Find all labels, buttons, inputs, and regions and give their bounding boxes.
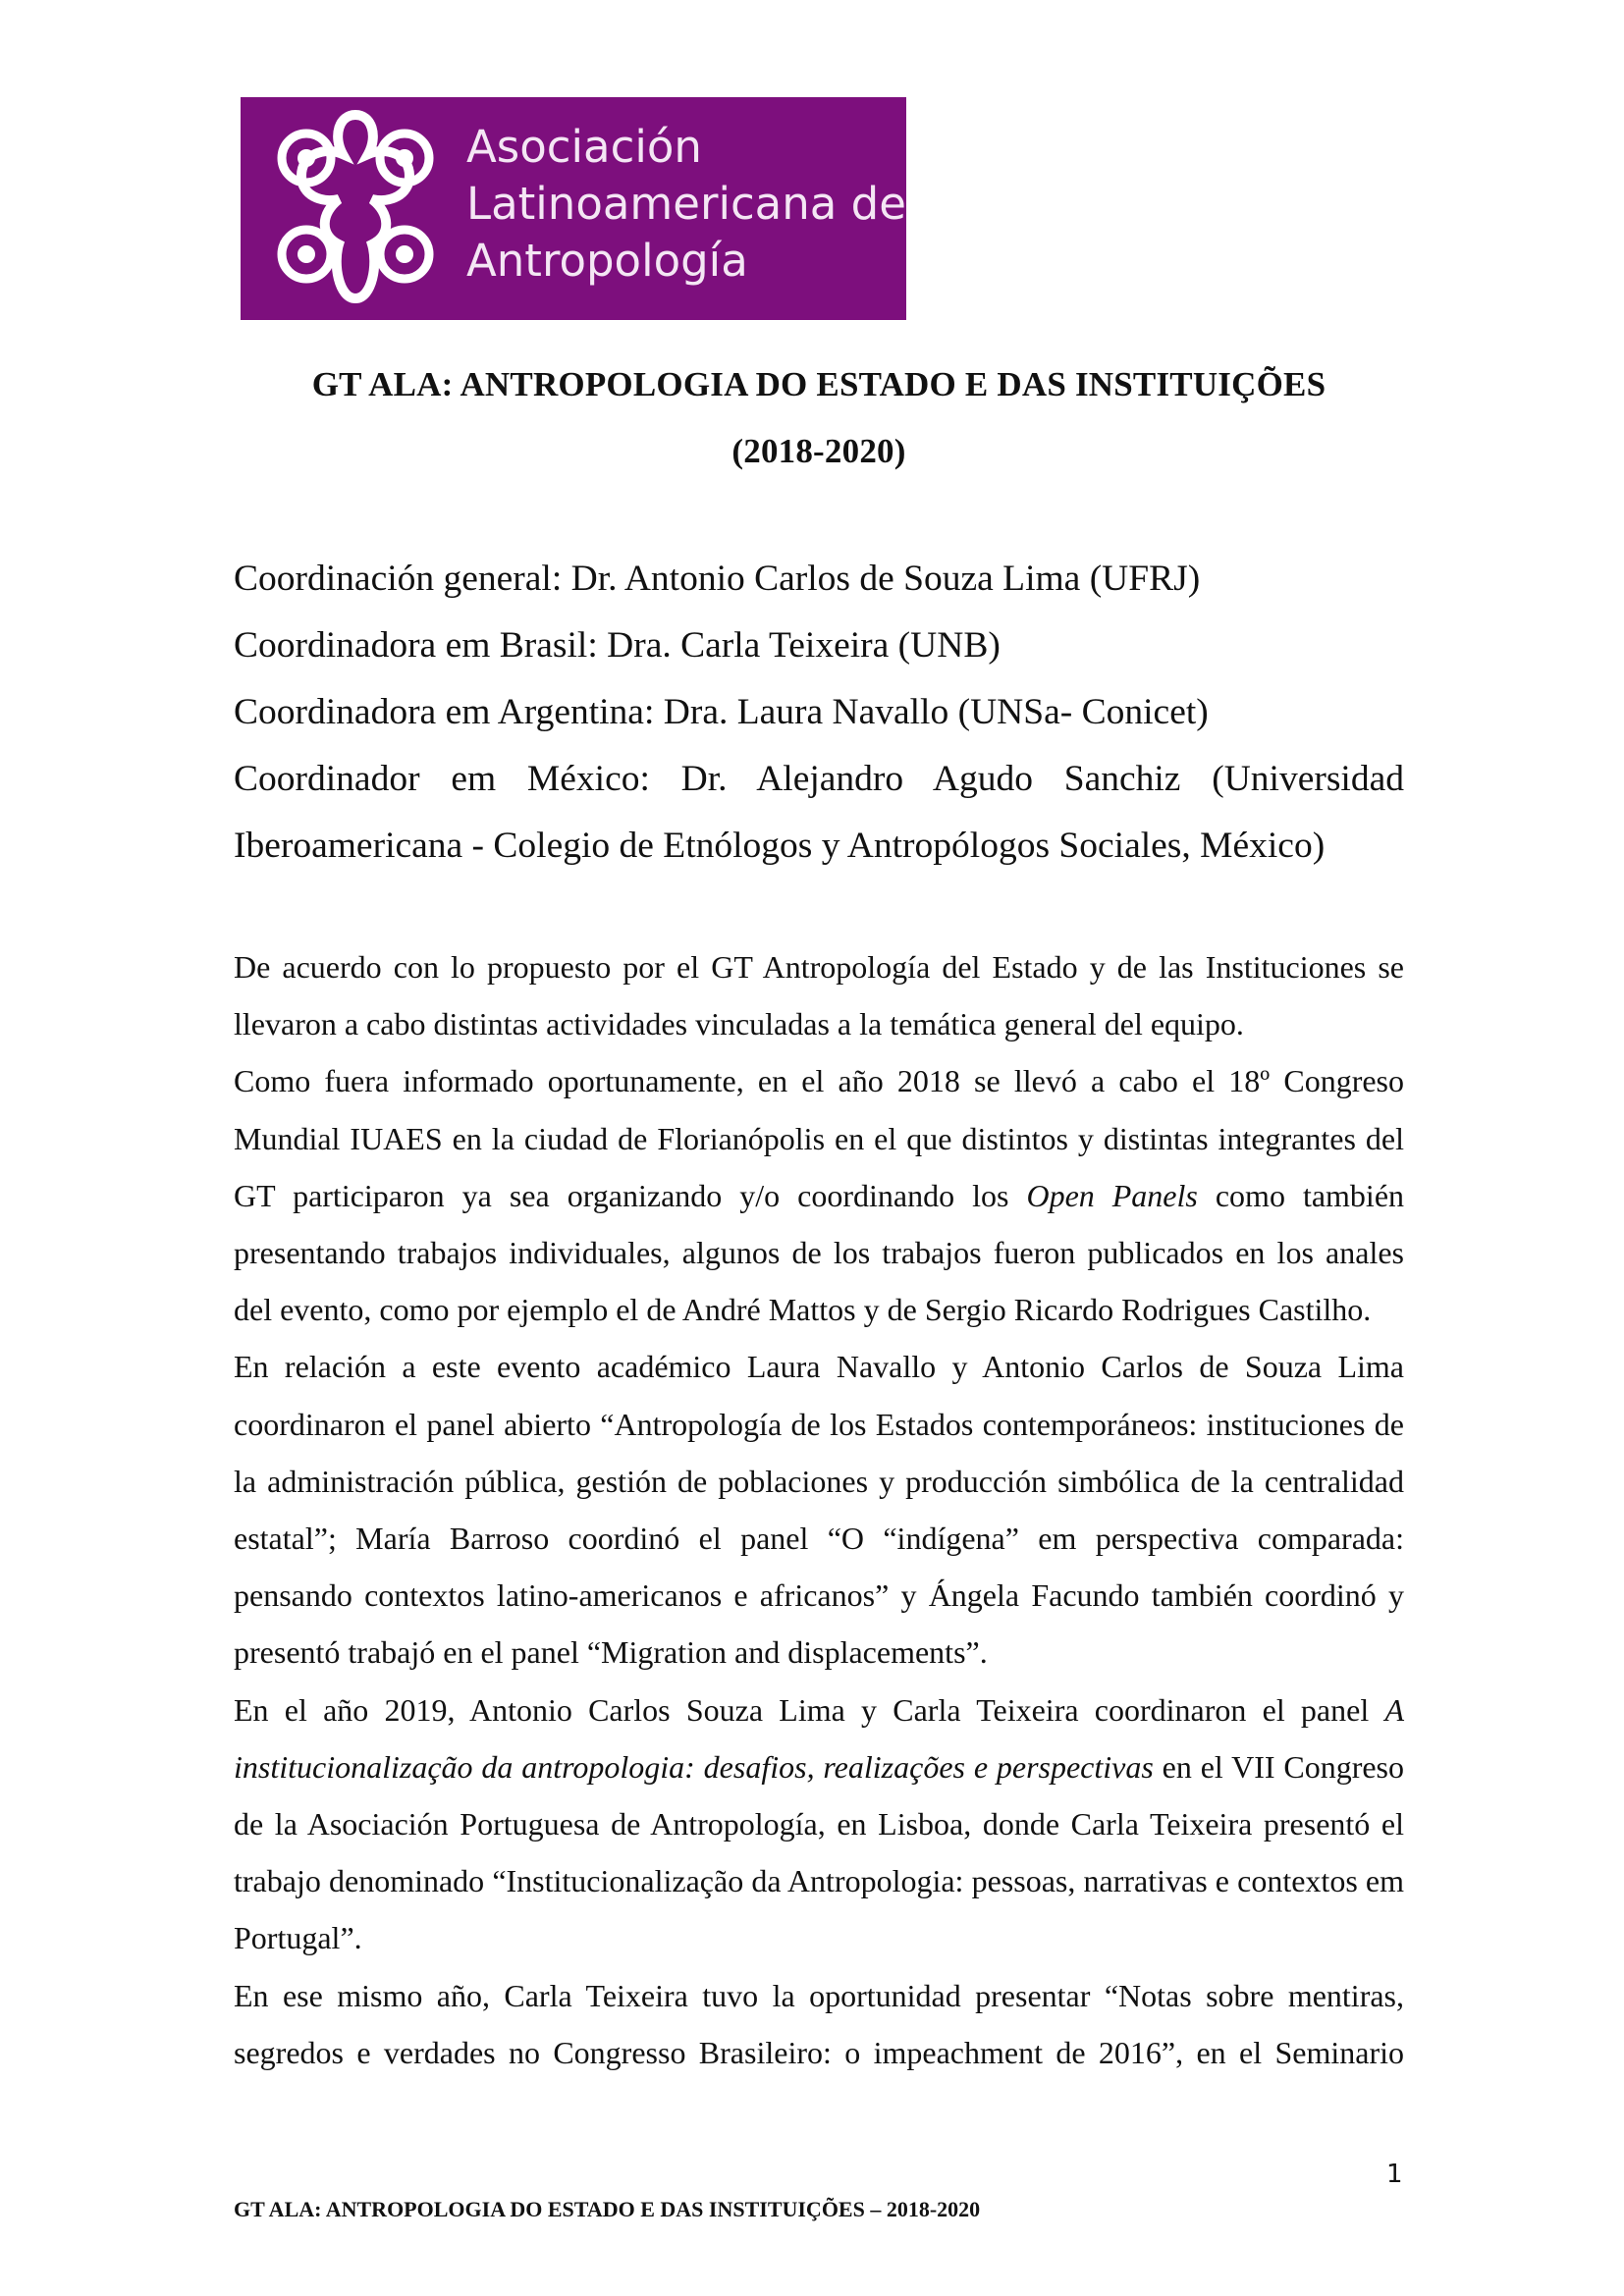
coordinator-general: Coordinación general: Dr. Antonio Carlos de Souza Lima (UFRJ) bbox=[234, 559, 1201, 599]
logo-line-3: Antropología bbox=[466, 235, 748, 287]
paragraph-2-text-a: Como fuera informado oportunamente, en el año 2018 se llevó a cabo el 18º Congreso Mundial IUAES en la ciudad de Florianópolis en el que distintos y distintas integrantes del GT participaron ya sea organizando y/o coordinando los bbox=[234, 1063, 1404, 1213]
paragraph-1: De acuerdo con lo propuesto por el GT Antropología del Estado y de las Instituciones se llevaron a cabo distintas actividades vinculadas a la temática general del equipo. bbox=[234, 949, 1404, 1042]
logo-wordmark bbox=[466, 119, 906, 290]
coordinator-mexico: Coordinador em México: Dr. Alejandro Agudo Sanchiz (Universidad bbox=[234, 759, 1404, 799]
paragraph-2 bbox=[234, 1052, 1404, 1338]
paragraph-4 bbox=[234, 1682, 1404, 1967]
paragraph-4-text-b: en el VII Congreso de la Asociación Portuguesa de Antropología, en Lisboa, donde Carla Teixeira presentó el trabajo denominado “Institucionalização da Antropologia: pessoas, narrativas e contextos em Portugal”. bbox=[234, 1748, 1405, 1956]
document-title bbox=[234, 351, 1404, 485]
logo-line-2: Latinoamericana de bbox=[466, 178, 906, 230]
page-footer: GT ALA: ANTROPOLOGIA DO ESTADO E DAS INSTITUIÇÕES – 2018-2020 bbox=[234, 2197, 981, 2221]
paragraph-2-italic: Open Panels bbox=[1026, 1177, 1198, 1213]
coordinators-list bbox=[234, 546, 1404, 880]
coordinator-argentina: Coordinadora em Argentina: Dra. Laura Navallo (UNSa- Conicet) bbox=[234, 692, 1209, 732]
page-number: 1 bbox=[1386, 2160, 1403, 2189]
paragraph-4-text-a: En el año 2019, Antonio Carlos Souza Lima y Carla Teixeira coordinaron el panel bbox=[234, 1691, 1385, 1728]
coordinator-mexico-continued: Iberoamericana - Colegio de Etnólogos y Antropólogos Sociales, México) bbox=[234, 826, 1326, 866]
title-line-2: (2018-2020) bbox=[731, 432, 906, 470]
paragraph-5: En ese mismo año, Carla Teixeira tuvo la oportunidad presentar “Notas sobre mentiras, segredos e verdades no Congresso Brasileiro: o impeachment de 2016”, en el Seminario bbox=[234, 1977, 1404, 2070]
logo-emblem-icon bbox=[262, 97, 449, 320]
paragraph-3: En relación a este evento académico Laura Navallo y Antonio Carlos de Souza Lima coordinaron el panel abierto “Antropología de los Estados contemporáneos: instituciones de la administración pública, gestión de poblaciones y producción simbólica de la centralidad estatal”; María Barroso coordinó el panel “O “indígena” em perspectiva comparada: pensando contextos latino-americanos e africanos” y Ángela Facundo también coordinó y presentó trabajó en el panel “Migration and displacements”. bbox=[234, 1349, 1404, 1671]
coordinator-brasil: Coordinadora em Brasil: Dra. Carla Teixeira (UNB) bbox=[234, 625, 1001, 666]
document-body bbox=[234, 938, 1404, 2081]
logo-line-1: Asociación bbox=[466, 121, 702, 173]
title-line-1: GT ALA: ANTROPOLOGIA DO ESTADO E DAS INSTITUIÇÕES bbox=[311, 365, 1326, 403]
paragraph-4-italic: A institucionalização da antropologia: desafios, realizações e perspectivas bbox=[234, 1691, 1404, 1785]
paragraph-2-text-b: como también presentando trabajos individuales, algunos de los trabajos fueron publicados en los anales del evento, como por ejemplo el de André Mattos y de Sergio Ricardo Rodrigues Castilho. bbox=[234, 1177, 1405, 1328]
association-logo bbox=[241, 97, 906, 320]
